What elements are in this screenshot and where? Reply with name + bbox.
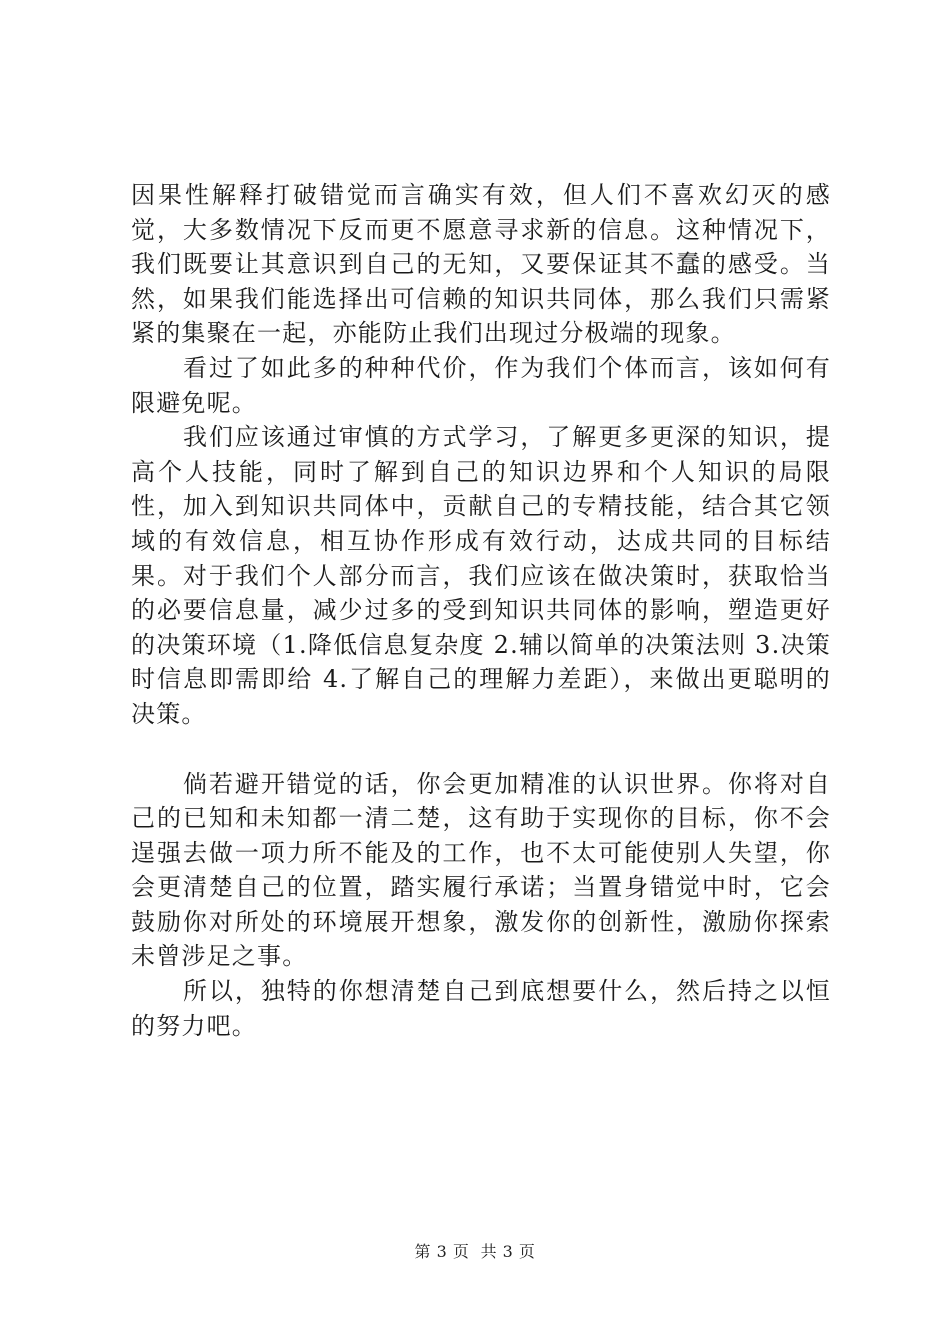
paragraph-3: 我们应该通过审慎的方式学习，了解更多更深的知识，提高个人技能，同时了解到自己的知识边界和个人知识的局限性，加入到知识共同体中，贡献自己的专精技能，结合其它领域的有效信息，相互协作形成有效行动，达成共同的目标结果。对于我们个人部分而言，我们应该在做决策时，获取恰当的必要信息量，减少过多的受到知识共同体的影响，塑造更好的决策环境（1.降低信息复杂度 2.辅以简单的决策法则 3.决策时信息即需即给 4.了解自己的理解力差距），来做出更聪明的决策。	[131, 423, 831, 728]
paragraph-4: 倘若避开错觉的话，你会更加精准的认识世界。你将对自己的已知和未知都一清二楚，这有助于实现你的目标，你不会逞强去做一项力所不能及的工作，也不太可能使别人失望，你会更清楚自己的位置，踏实履行承诺；当置身错觉中时，它会鼓励你对所处的环境展开想象，激发你的创新性，激励你探索未曾涉足之事。	[131, 769, 831, 971]
page-number-label: 第 3 页 共 3 页	[414, 1242, 536, 1261]
paragraph-1: 因果性解释打破错觉而言确实有效，但人们不喜欢幻灭的感觉，大多数情况下反而更不愿意寻求新的信息。这种情况下，我们既要让其意识到自己的无知，又要保证其不蠢的感受。当然，如果我们能选择出可信赖的知识共同体，那么我们只需紧紧的集聚在一起，亦能防止我们出现过分极端的现象。	[131, 181, 831, 348]
paragraph-2: 看过了如此多的种种代价，作为我们个体而言，该如何有限避免呢。	[131, 353, 831, 417]
page-footer	[0, 1242, 950, 1262]
paragraph-5: 所以，独特的你想清楚自己到底想要什么，然后持之以恒的努力吧。	[131, 977, 831, 1040]
paragraph-spacer	[131, 732, 831, 767]
document-body	[131, 178, 831, 1043]
